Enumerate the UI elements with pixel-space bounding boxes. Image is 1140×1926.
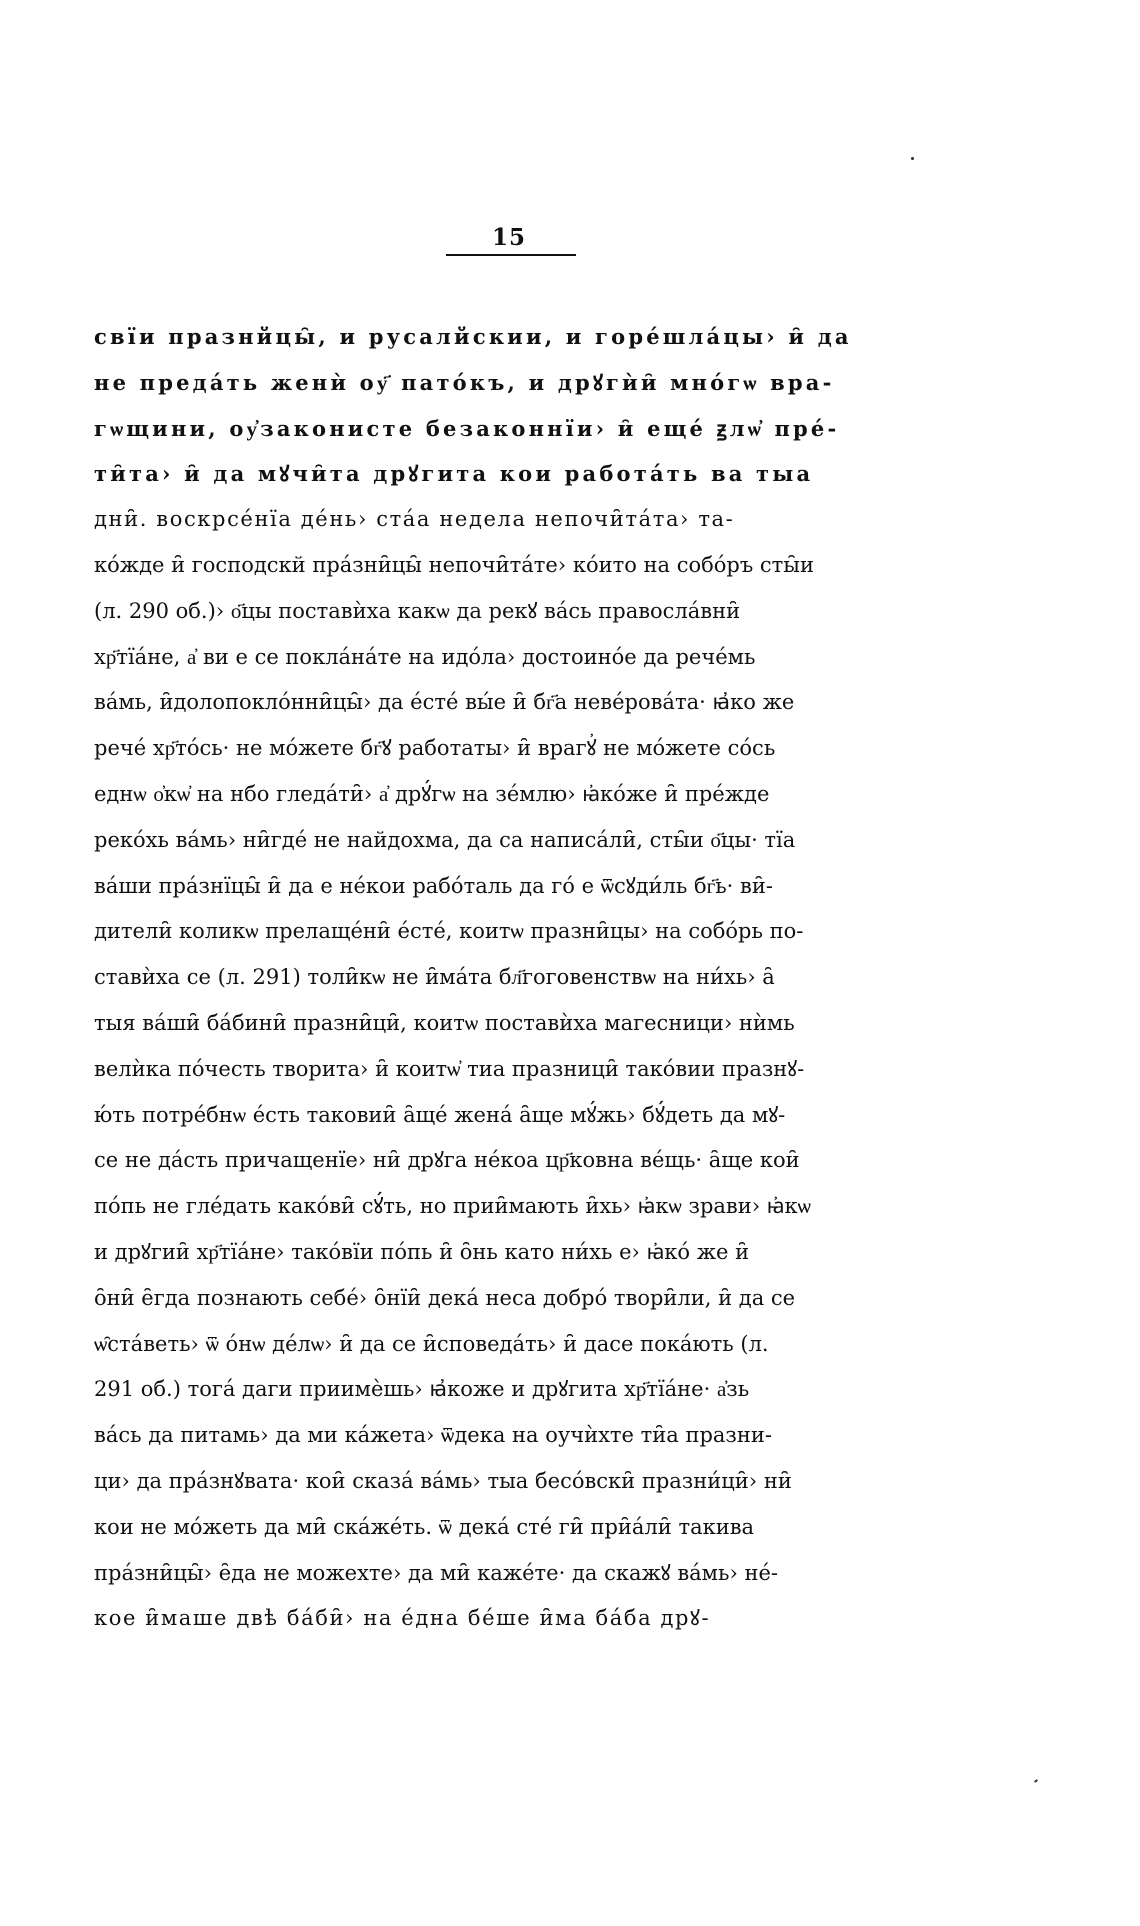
text-line: велѝка по́честь творита› и̑ коитѡ҆ тиа празници̑ тако́вии празнꙋ-: [94, 1056, 805, 1081]
text-line: ва́ши пра́знїцы̑ и̑ да е не́кои рабо́таль да го́ е ѿсꙋди́ль бг҃ь· ви̑-: [94, 873, 773, 898]
text-line: ва́сь да питамь› да ми ка́жета› ѿдека на оучѝхте ти̑а празни-: [94, 1423, 772, 1448]
text-line: 291 об.) тога́ даги приимѐшь› ꙗ҆коже и дрꙋгита хр҃тїа́не· а҆зь: [94, 1377, 750, 1402]
text-line: ко́жде и̑ господскй пра́зни̑цы̑ непочи̑та́те› ко́ито на собо́ръ сты̑и: [94, 552, 814, 577]
text-line: реко́хь ва́мь› ни̑где́ не найдохма, да са написа́ли̑, сты̑и о҃цы· тїа: [94, 827, 796, 852]
text-line: ти̑та› и̑ да мꙋчи̑та дрꙋгита кои работа́ть ва тыа: [94, 461, 814, 487]
text-line: гѡщини, оу҆законисте безаконнїи› и̑ еще́ ꙃлѡ҆ пре́-: [94, 415, 840, 441]
text-line: дители̑ коликѡ прелаще́ни̑ е́сте́, коитѡ празни̑цы› на собо́рь по-: [94, 919, 804, 944]
text-line: о̑ни̑ е̑гда познають себе́› о̑нїи̑ дека́ неса добро́ твори̑ли, и̑ да се: [94, 1285, 796, 1310]
scan-speck: [1034, 1779, 1038, 1783]
text-line: се не да́сть причащенїе› ни̑ дрꙋга не́коа цр҃ковна ве́щь· а̑ще кои̑: [94, 1148, 800, 1173]
text-line: пра́зни̑цы̑› е̑да не можехте› да ми̑ каже́те· да скажꙋ ва́мь› не́-: [94, 1560, 779, 1585]
body-text: [94, 314, 924, 1642]
text-line: рече́ хр҃то́сь· не мо́жете бг҃ꙋ работаты› и̑ врагꙋ҆ не мо́жете со́сь: [94, 736, 776, 761]
text-line: хр҃тїа́не, а҆ ви е се покла́на́те на идо́ла› достоино́е да рече́мь: [94, 644, 756, 669]
text-line: по́пь не гле́дать како́ви̑ сꙋ́ть, но прии̑мають и̑хь› ꙗ҆кѡ зрави› ꙗ҆кѡ: [94, 1194, 811, 1219]
page-number: 15: [491, 224, 526, 251]
text-line: не преда́ть женѝ оу҃ пато́къ, и дрꙋгѝи̑ мно́гѡ вра-: [94, 369, 835, 395]
text-line: ставѝха се (л. 291) толи̑кѡ не и̑ма́та бл҃гоговенствѡ на ни́хь› а̑: [94, 965, 775, 990]
text-line: еднѡ о҆кѡ҆ на нбо гледа́ти̑› а҆ дрꙋ́гѡ на зе́млю› ꙗ҆ко́же и̑ пре́жде: [94, 781, 770, 806]
text-line: свїи празнйцы̑, и русалйскии, и горе́шла́цы› и̑ да: [94, 324, 852, 349]
text-line: ю́ть потре́бнѡ е́сть таковии̑ а̑ще́ жена́ а̑ще мꙋ́жь› бꙋ́деть да мꙋ-: [94, 1102, 786, 1127]
text-line: (л. 290 об.)› о҃цы поставѝха какѡ да рекꙋ ва́сь правосла́вни̑: [94, 598, 741, 623]
text-line: ѡ̑ста́веть› ѿ о́нѡ де́лѡ› и̑ да се и̑споведа́ть› и̑ дасе пока́ють (л.: [94, 1331, 769, 1356]
text-line: ва́мь, и̑долопокло́нни̑цы̑› да е́сте́ вы́е и̑ бг҃а неве́рова́та· ꙗ҆ко же: [94, 690, 795, 715]
page-number-rule: [446, 254, 576, 256]
text-line: кое и̑маше двѣ ба́би̑› на е́дна бе́ше и̑ма ба́ба дрꙋ-: [94, 1606, 711, 1631]
scan-speck: [911, 157, 914, 160]
text-line: и дрꙋгии̑ хр҃тїа́не› тако́вїи по́пь и̑ о̑нь като ни́хь е› ꙗ҆ко́ же и̑: [94, 1239, 750, 1264]
text-line: кои не мо́жеть да ми̑ ска́же́ть. ѿ дека́ сте́ ги̑ при̑а́ли̑ такива: [94, 1514, 755, 1539]
text-line: дни̑. воскрсе́нїа де́нь› ста́а недела непочи̑та́та› та-: [94, 507, 735, 532]
text-line: тыя ва́ши̑ ба́бини̑ празни̑ци̑, коитѡ поставѝха магесници› нѝмь: [94, 1010, 795, 1035]
text-line: ци› да пра́знꙋвата· кои̑ сказа́ ва́мь› тыа бесо́вски̑ празни́ци̑› ни̑: [94, 1468, 792, 1493]
